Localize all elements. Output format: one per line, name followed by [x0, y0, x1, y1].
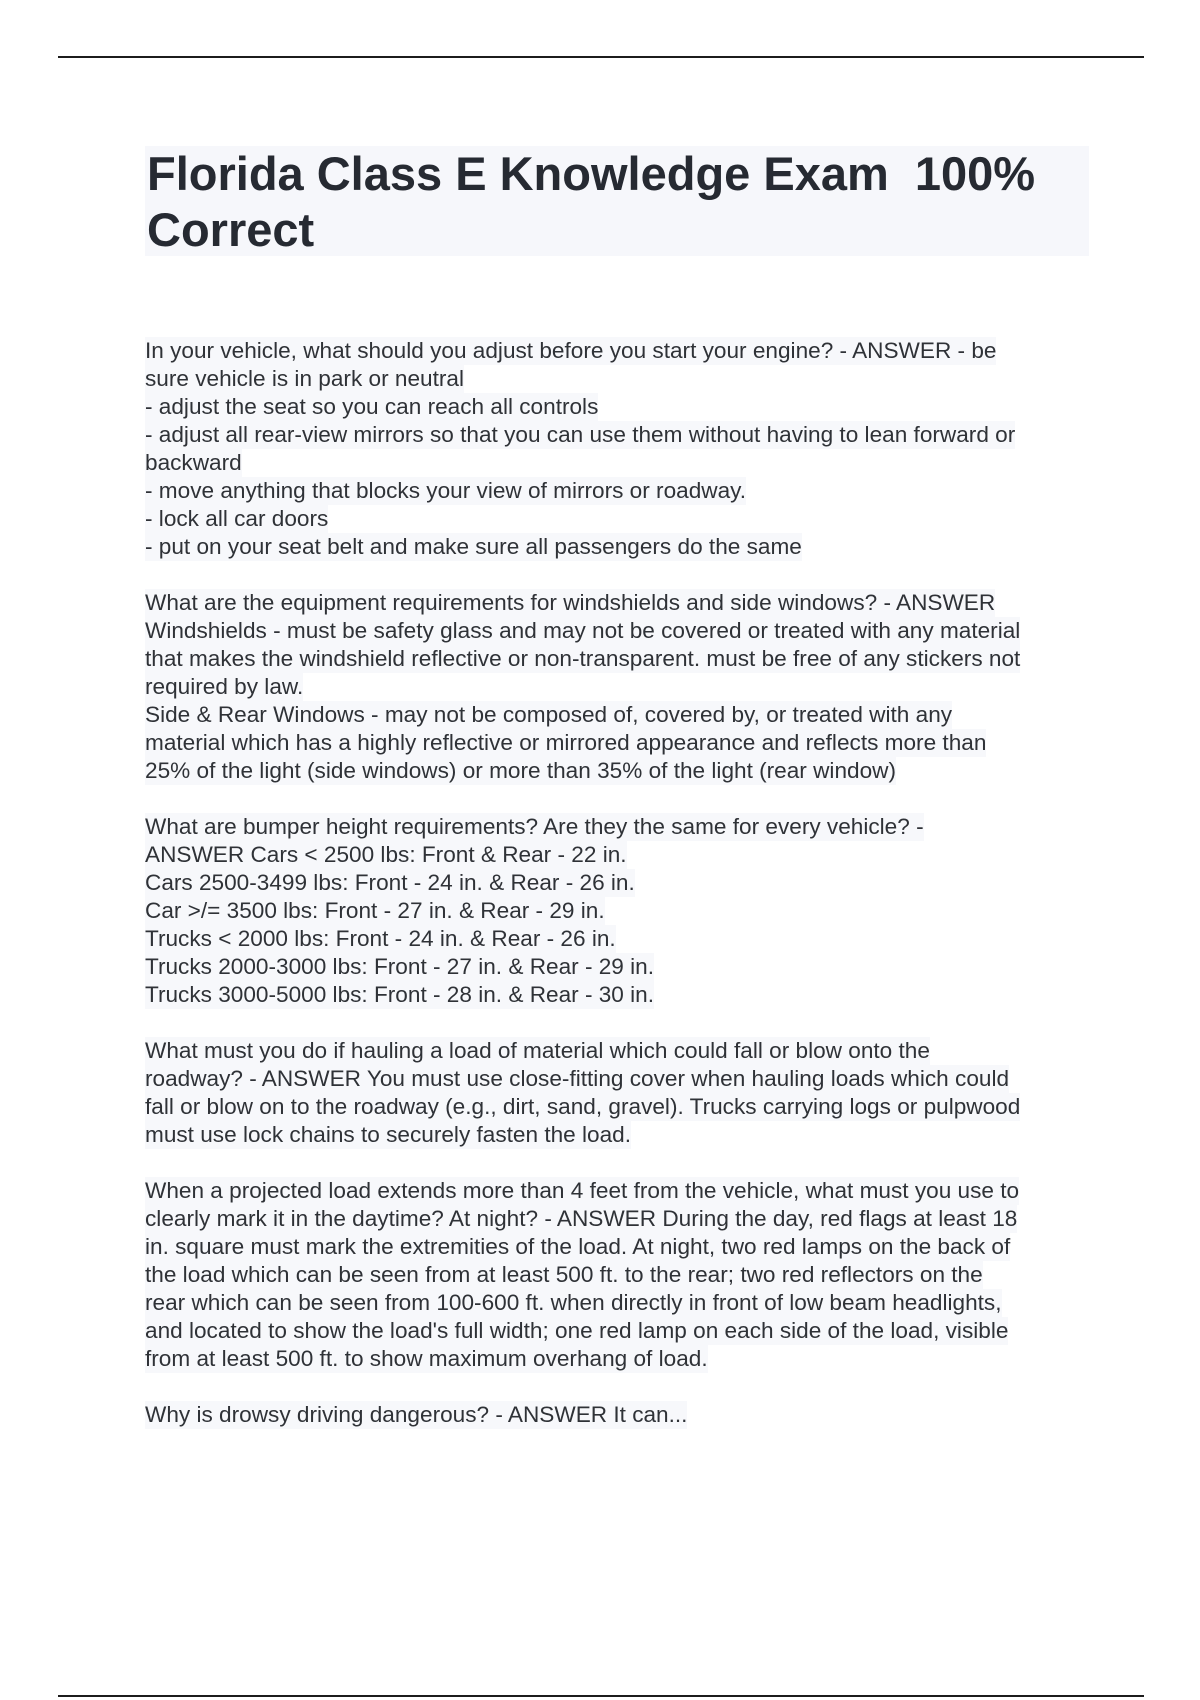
qa-5-line-5: rear which can be seen from 100-600 ft. when directly in front of low beam headlights,	[145, 1290, 1002, 1315]
qa-2-line-2: Windshields - must be safety glass and may not be covered or treated with any material	[145, 618, 1021, 643]
qa-1-line-3: - adjust the seat so you can reach all controls	[145, 394, 599, 419]
title-line-1: Florida Class E Knowledge Exam 100%	[147, 147, 1036, 200]
qa-2-line-6: material which has a highly reflective or mirrored appearance and reflects more than	[145, 730, 987, 755]
bottom-rule	[58, 1695, 1144, 1697]
qa-2-line-3: that makes the windshield reflective or non-transparent. must be free of any stickers not	[145, 646, 1021, 671]
qa-1-line-5: backward	[145, 450, 242, 475]
qa-item-6	[145, 1401, 1089, 1429]
qa-5-line-3: in. square must mark the extremities of the load. At night, two red lamps on the back of	[145, 1234, 1011, 1259]
qa-1-line-4: - adjust all rear-view mirrors so that you can use them without having to lean forward or	[145, 422, 1016, 447]
qa-4-line-4: must use lock chains to securely fasten the load.	[145, 1122, 632, 1147]
qa-item-2	[145, 589, 1089, 785]
title-block	[145, 146, 1089, 256]
qa-6-line-1: Why is drowsy driving dangerous? - ANSWER It can...	[145, 1402, 688, 1427]
qa-3-line-1: What are bumper height requirements? Are they the same for every vehicle? -	[145, 814, 924, 839]
qa-3-line-7: Trucks 3000-5000 lbs: Front - 28 in. & Rear - 30 in.	[145, 982, 655, 1007]
qa-2-line-7: 25% of the light (side windows) or more than 35% of the light (rear window)	[145, 758, 896, 783]
qa-1-line-1: In your vehicle, what should you adjust before you start your engine? - ANSWER - be	[145, 338, 997, 363]
qa-item-1	[145, 337, 1089, 561]
qa-4-line-1: What must you do if hauling a load of material which could fall or blow onto the	[145, 1038, 930, 1063]
qa-3-line-4: Car >/= 3500 lbs: Front - 27 in. & Rear - 29 in.	[145, 898, 605, 923]
qa-4-line-3: fall or blow on to the roadway (e.g., dirt, sand, gravel). Trucks carrying logs or pulpwood	[145, 1094, 1021, 1119]
qa-5-line-7: from at least 500 ft. to show maximum overhang of load.	[145, 1346, 708, 1371]
qa-1-line-8: - put on your seat belt and make sure all passengers do the same	[145, 534, 802, 559]
qa-5-line-2: clearly mark it in the daytime? At night? - ANSWER During the day, red flags at least 18	[145, 1206, 1018, 1231]
qa-3-line-5: Trucks < 2000 lbs: Front - 24 in. & Rear - 26 in.	[145, 926, 616, 951]
qa-2-line-5: Side & Rear Windows - may not be composed of, covered by, or treated with any	[145, 702, 953, 727]
qa-3-line-6: Trucks 2000-3000 lbs: Front - 27 in. & Rear - 29 in.	[145, 954, 655, 979]
qa-3-line-3: Cars 2500-3499 lbs: Front - 24 in. & Rear - 26 in.	[145, 870, 635, 895]
top-rule	[58, 56, 1144, 58]
qa-item-4	[145, 1037, 1089, 1149]
qa-2-line-4: required by law.	[145, 674, 304, 699]
qa-list	[145, 337, 1089, 1457]
qa-4-line-2: roadway? - ANSWER You must use close-fitting cover when hauling loads which could	[145, 1066, 1010, 1091]
qa-1-line-7: - lock all car doors	[145, 506, 329, 531]
qa-1-line-2: sure vehicle is in park or neutral	[145, 366, 464, 391]
qa-3-line-2: ANSWER Cars < 2500 lbs: Front & Rear - 22 in.	[145, 842, 627, 867]
page-title	[145, 146, 1089, 258]
qa-1-line-6: - move anything that blocks your view of mirrors or roadway.	[145, 478, 747, 503]
qa-2-line-1: What are the equipment requirements for windshields and side windows? - ANSWER	[145, 590, 996, 615]
qa-5-line-1: When a projected load extends more than 4 feet from the vehicle, what must you use to	[145, 1178, 1020, 1203]
qa-item-3	[145, 813, 1089, 1009]
qa-5-line-6: and located to show the load's full width; one red lamp on each side of the load, visible	[145, 1318, 1009, 1343]
qa-item-5	[145, 1177, 1089, 1373]
title-line-2: Correct	[147, 203, 315, 256]
qa-5-line-4: the load which can be seen from at least 500 ft. to the rear; two red reflectors on the	[145, 1262, 983, 1287]
